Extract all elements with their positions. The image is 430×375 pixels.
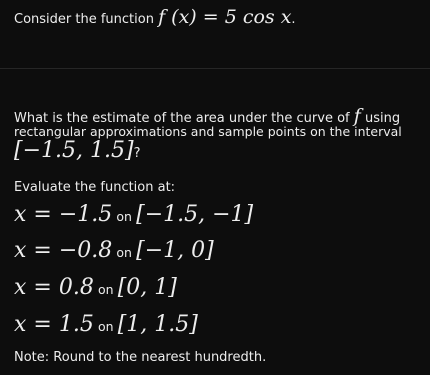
question-line-2: [14, 124, 402, 139]
question-text-2: rectangular approximations and sample points on the interval: [14, 124, 402, 139]
point-interval: [−1.5, −1]: [136, 202, 254, 227]
point-row: [14, 275, 177, 300]
end-punct: .: [291, 12, 296, 27]
interval-math: [−1.5, 1.5]: [14, 138, 134, 163]
point-interval: [−1, 0]: [136, 238, 214, 263]
function-statement: [14, 6, 296, 28]
evaluate-label: Evaluate the function at:: [14, 180, 176, 195]
point-x: x = 1.5: [14, 312, 94, 337]
on-text: on: [97, 282, 114, 297]
question-fn: f: [353, 105, 361, 127]
question-text-1b: using: [364, 111, 401, 126]
divider: [0, 68, 430, 69]
question-line-3: [14, 138, 140, 163]
point-interval: [1, 1.5]: [117, 312, 198, 337]
function-math: f (x) = 5 cos x: [158, 6, 292, 28]
question-mark: ?: [133, 146, 141, 161]
point-row: [14, 238, 214, 263]
rounding-note: Note: Round to the nearest hundredth.: [14, 350, 267, 365]
on-text: on: [116, 209, 132, 224]
point-x: x = −1.5: [14, 202, 113, 227]
point-row: [14, 312, 198, 337]
point-interval: [0, 1]: [117, 275, 177, 300]
point-x: x = −0.8: [14, 238, 113, 263]
on-text: on: [116, 245, 132, 260]
point-x: x = 0.8: [14, 275, 94, 300]
question-text-1: What is the estimate of the area under the curve of: [14, 111, 350, 126]
intro-text: Consider the function: [14, 12, 154, 27]
on-text: on: [97, 319, 114, 334]
point-row: [14, 202, 253, 227]
